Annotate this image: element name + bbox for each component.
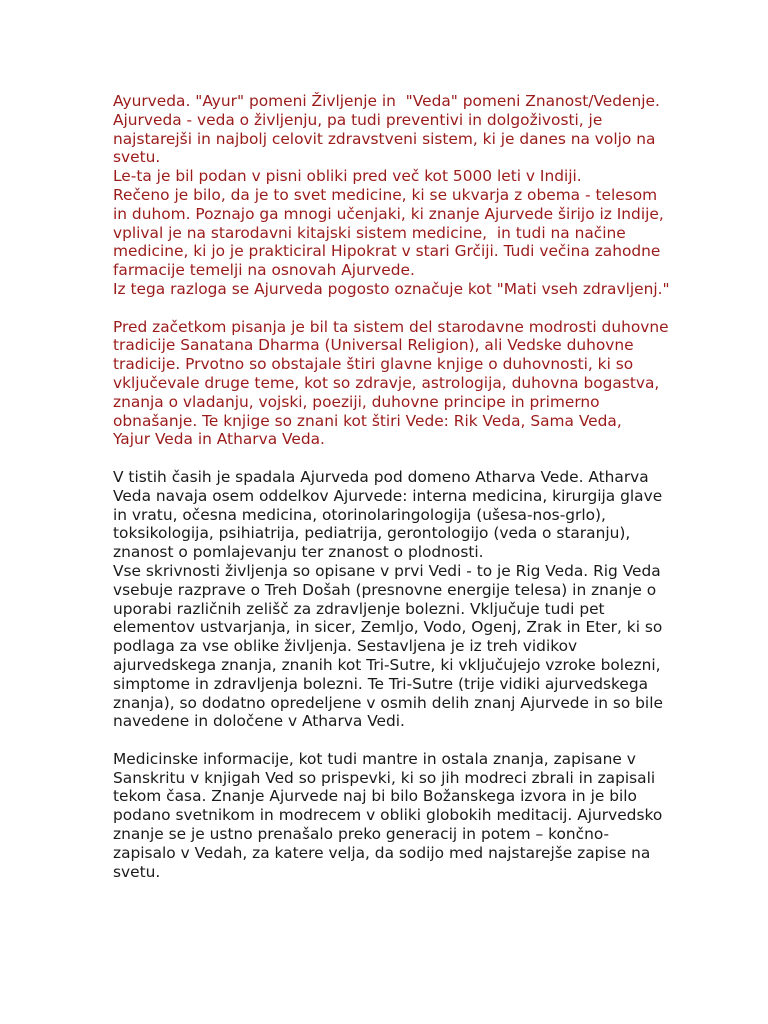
text-line: in vratu, očesna medicina, otorinolaringologija (ušesa-nos-grlo), [113, 505, 606, 524]
text-line: znanja), so dodatno opredeljene v osmih delih znanj Ajurvede in so bile [113, 693, 663, 712]
text-line: simptome in zdravljenja bolezni. Te Tri-Sutre (trije vidiki ajurvedskega [113, 674, 649, 693]
text-line: Vse skrivnosti življenja so opisane v prvi Vedi - to je Rig Veda. Rig Veda [113, 561, 661, 580]
text-line: farmacije temelji na osnovah Ajurvede. [113, 261, 415, 280]
paragraph-intro [113, 92, 673, 299]
text-line: znanja o vladanju, vojski, poeziji, duhovne principe in primerno [113, 392, 600, 411]
text-line: Iz tega razloga se Ajurveda pogosto označuje kot "Mati vseh zdravljenj." [113, 279, 670, 298]
paragraph-spacer [113, 299, 673, 318]
paragraph-medical-information [113, 750, 673, 882]
text-line: vsebuje razprave o Treh Došah (presnovne energije telesa) in znanje o [113, 580, 657, 599]
text-line: V tistih časih je spadala Ajurveda pod domeno Atharva Vede. Atharva [113, 467, 649, 486]
text-line: zapisalo v Vedah, za katere velja, da sodijo med najstarejše zapise na [113, 843, 651, 862]
text-line: Pred začetkom pisanja je bil ta sistem del starodavne modrosti duhovne [113, 317, 669, 336]
text-line: podano svetnikom in modrecem v obliki globokih meditacij. Ajurvedsko [113, 806, 663, 825]
text-line: Ajurveda - veda o življenju, pa tudi preventivi in dolgoživosti, je [113, 110, 603, 129]
text-line: toksikologija, psihiatrija, pediatrija, gerontologijo (veda o staranju), [113, 524, 631, 543]
text-line: Le-ta je bil podan v pisni obliki pred več kot 5000 leti v Indiji. [113, 167, 582, 186]
text-line: tradicije. Prvotno so obstajale štiri glavne knjige o duhovnosti, ki so [113, 355, 634, 374]
text-line: vplival je na starodavni kitajski sistem medicine, in tudi na načine [113, 223, 626, 242]
text-line: znanost o pomlajevanju ter znanost o plodnosti. [113, 543, 484, 562]
paragraph-sanatana-dharma [113, 318, 673, 450]
text-line: tekom časa. Znanje Ajurvede naj bi bilo Božanskega izvora in je bilo [113, 787, 637, 806]
text-line: navedene in določene v Atharva Vedi. [113, 712, 405, 731]
text-line: tradicije Sanatana Dharma (Universal Religion), ali Vedske duhovne [113, 336, 634, 355]
text-line: znanje se je ustno prenašalo preko generacij in potem – končno- [113, 825, 610, 844]
document-page [113, 92, 673, 881]
text-line: svetu. [113, 862, 161, 881]
text-line: ajurvedskega znanja, znanih kot Tri-Sutre, ki vključujejo vzroke bolezni, [113, 655, 661, 674]
text-line: uporabi različnih zelišč za zdravljenje bolezni. Vključuje tudi pet [113, 599, 605, 618]
text-line: medicine, ki jo je prakticiral Hipokrat v stari Grčiji. Tudi večina zahodne [113, 242, 661, 261]
text-line: Yajur Veda in Atharva Veda. [113, 430, 325, 449]
paragraph-spacer [113, 731, 673, 750]
text-line: najstarejši in najbolj celovit zdravstveni sistem, ki je danes na voljo na [113, 129, 656, 148]
text-line: Rečeno je bilo, da je to svet medicine, ki se ukvarja z obema - telesom [113, 185, 658, 204]
text-line: obnašanje. Te knjige so znani kot štiri Vede: Rik Veda, Sama Veda, [113, 411, 622, 430]
text-line: Ayurveda. "Ayur" pomeni Življenje in "Veda" pomeni Znanost/Vedenje. [113, 92, 660, 110]
text-line: svetu. [113, 148, 161, 167]
text-line: vključevale druge teme, kot so zdravje, astrologija, duhovna bogastva, [113, 373, 660, 392]
text-line: Veda navaja osem oddelkov Ajurvede: interna medicina, kirurgija glave [113, 486, 663, 505]
text-line: in duhom. Poznajo ga mnogi učenjaki, ki znanje Ajurvede širijo iz Indije, [113, 204, 664, 223]
text-line: elementov ustvarjanja, in sicer, Zemljo, Vodo, Ogenj, Zrak in Eter, ki so [113, 618, 663, 637]
paragraph-atharva-veda [113, 468, 673, 731]
text-line: podlaga za vse oblike življenja. Sestavljena je iz treh vidikov [113, 637, 578, 656]
text-line: Medicinske informacije, kot tudi mantre in ostala znanja, zapisane v [113, 749, 636, 768]
text-line: Sanskritu v knjigah Ved so prispevki, ki so jih modreci zbrali in zapisali [113, 768, 656, 787]
paragraph-spacer [113, 449, 673, 468]
